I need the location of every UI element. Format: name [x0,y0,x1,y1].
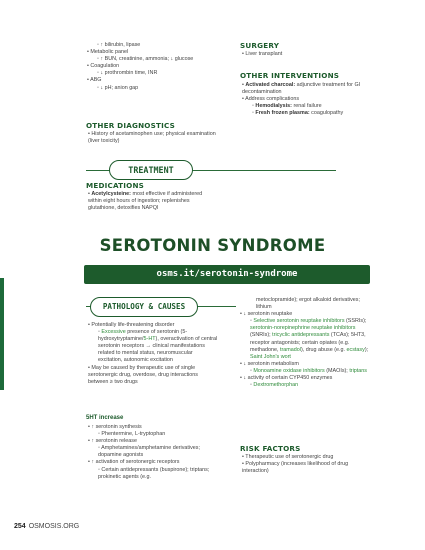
list-item: • History of acetaminophen use; physical examination (liver toxicity) [88,131,216,145]
causes-continued-list [240,297,374,389]
medications-heading: MEDICATIONS [86,181,145,190]
list-item: ◦ Amphetamines/amphetamine derivatives; dopamine agonists [98,445,201,459]
list-item: ◦ ↑ bilirubin, lipase [97,42,141,48]
osmosis-link-banner[interactable]: osms.it/serotonin-syndrome [84,265,370,284]
pathology-causes-pill: PATHOLOGY & CAUSES [90,297,198,317]
list-item: • May be caused by therapeutic use of single serotonergic drug, overdose, drug interactions between ≥ two drugs [88,364,198,385]
list-item: • ↓ activity of certain CYP450 enzymes [240,375,333,382]
list-item: • Potentially life-threatening disorder [88,322,175,328]
list-item: ◦ ↓ pH; anion gap [97,84,139,91]
list-item: ◦ Dextromethorphan [250,382,299,389]
treatment-pill: TREATMENT [109,160,193,180]
other-interventions-heading: OTHER INTERVENTIONS [240,71,340,80]
list-item: • Activated charcoal: adjunctive treatment for GI decontamination [242,82,361,96]
other-diagnostics-list [88,131,216,145]
list-item: ◦ Certain antidepressants (buspirone); triptans; prokinetic agents (e.g. [98,466,210,480]
list-item: ◦ Hemodialysis: renal failure [252,103,322,110]
list-item: ◦ Excessive presence of serotonin (5-hydroxytryptamine/5-HT), overactivation of central serotonin receptors → clinical manifestations related to mental status, neuromuscular excitation, autonomic excitation [98,329,218,364]
list-item: • ↑ serotonin release [88,438,137,445]
pathology-list [88,322,218,386]
list-item: • Address complications [242,96,300,103]
list-item: • ↑ serotonin synthesis [88,424,142,430]
page-number: 254 [14,523,26,530]
page-title: SEROTONIN SYNDROME [99,236,326,255]
lab-findings-list [85,42,215,92]
site-name: OSMOSIS.ORG [28,523,80,530]
list-item: • ABG [87,77,102,84]
list-item: • ↓ serotonin reuptake [240,311,293,318]
list-item: • ↑ activation of serotonergic receptors [88,459,180,466]
list-item: ◦ ↑ BUN, creatinine, ammonia; ↓ glucose [97,56,194,63]
surgery-heading: SURGERY [240,41,280,50]
list-item: • Acetylcysteine: most effective if administered within eight hours of ingestion; replenishes glutathione, detoxifies NAPQI [88,191,203,212]
list-item: ◦ Monoamine oxidase inhibitors (MAOIs); triptans [250,367,367,374]
list-item: ◦ Phentermine, L-tryptophan [98,431,166,438]
list-item: • Liver transplant [242,51,283,57]
list-item: • Therapeutic use of serotonergic drug [242,454,334,460]
other-interventions-list [242,82,374,117]
risk-factors-heading: RISK FACTORS [240,444,301,453]
list-item: • Metabolic panel [87,49,129,56]
risk-factors-list [242,454,374,475]
list-item: ◦ Selective serotonin reuptake inhibitors (SSRIs); serotonin-norepinephrine reuptake inhibitors (SNRIs); tricyclic antidepressants (TCAs); 5HT3, receptor antagonists; certain opiates (e.g. methadone, tramadol), drug abuse (e.g. ecstasy); Saint John's wort [250,318,369,360]
ht-increase-list [88,424,218,481]
ht-increase-heading: 5HT increase [86,415,124,421]
medications-list [88,191,212,212]
page-footer [14,523,79,530]
surgery-list [242,51,372,58]
list-item: • Coagulation [87,63,120,70]
list-item-continued: metoclopramide); ergot alkaloid derivatives; lithium [256,297,360,311]
list-item: ◦ ↓ prothrombin time, INR [97,70,158,77]
page-edge-tab [0,278,4,390]
other-diagnostics-heading: OTHER DIAGNOSTICS [86,121,175,130]
list-item: • Polypharmacy (increases likelihood of drug interaction) [242,461,349,475]
list-item: • ↓ serotonin metabolism [240,360,299,367]
list-item: ◦ Fresh frozen plasma: coagulopathy [252,110,344,117]
